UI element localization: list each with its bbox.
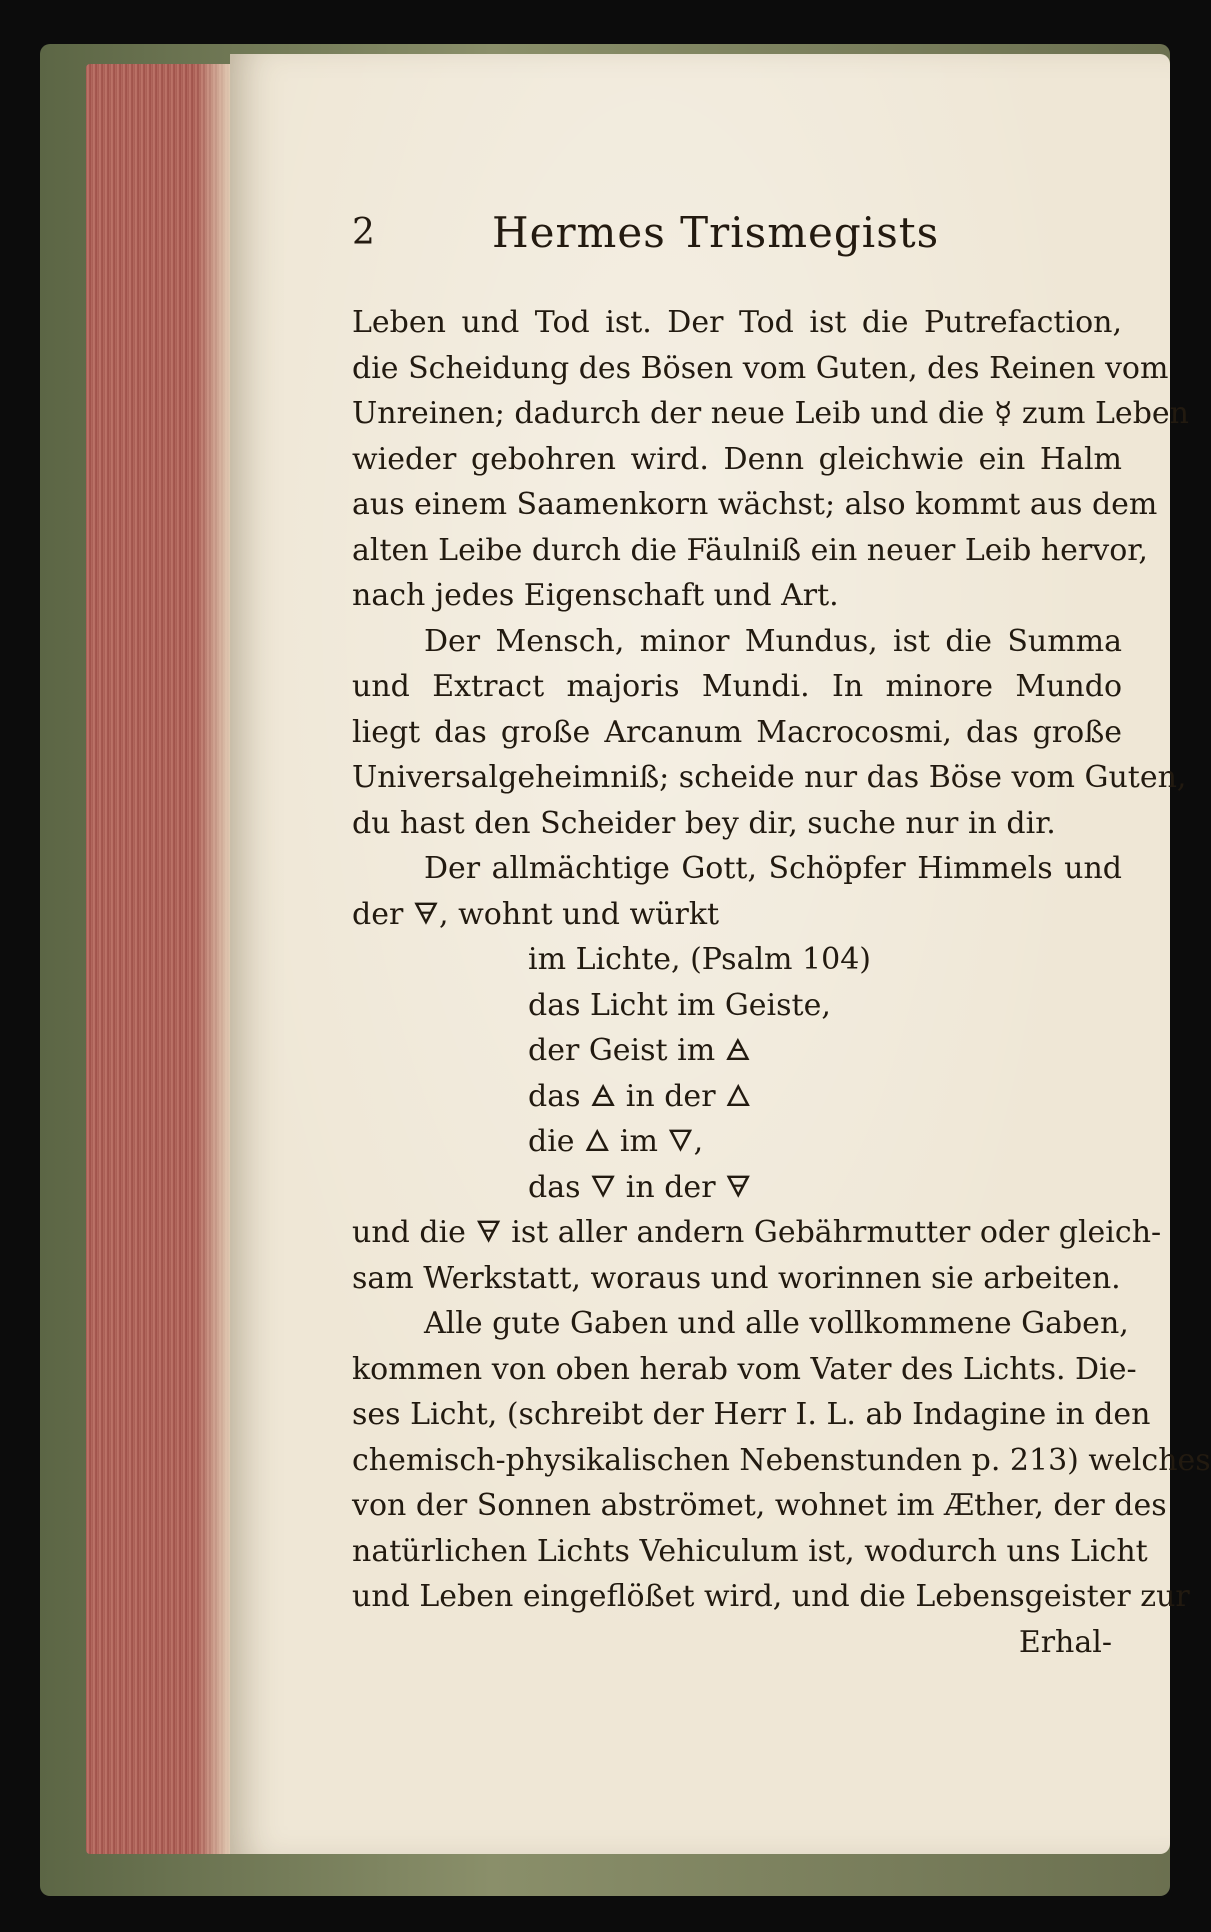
- text-line: Der allmächtige Gott, Schöpfer Himmels und: [424, 851, 1122, 886]
- running-title: Hermes Trismegists: [492, 208, 940, 257]
- page-number: 2: [352, 212, 375, 253]
- text-line: der 🜃, wohnt und würkt: [352, 896, 720, 932]
- verse-line: das 🜁 in der 🜂: [528, 1078, 752, 1114]
- text-line: von der Sonnen abströmet, wohnet im Æther, der des: [352, 1488, 1167, 1523]
- text-line: du hast den Scheider bey dir, suche nur in dir.: [352, 805, 1056, 841]
- page-edges: [86, 64, 236, 1854]
- text-line: alten Leibe durch die Fäulniß ein neuer Leib hervor,: [352, 532, 1148, 568]
- text-line: wieder gebohren wird. Denn gleichwie ein Halm: [352, 441, 1122, 477]
- text-line: und die 🜃 ist aller andern Gebährmutter oder gleich-: [352, 1215, 1162, 1250]
- text-line: Leben und Tod ist. Der Tod ist die Putrefaction,: [352, 305, 1122, 340]
- text-line: Alle gute Gaben und alle vollkommene Gaben,: [424, 1306, 1129, 1341]
- text-line: natürlichen Lichts Vehiculum ist, wodurch uns Licht: [352, 1533, 1148, 1569]
- text-line: nach jedes Eigenschaft und Art.: [352, 578, 839, 613]
- body-text: [352, 300, 1211, 1665]
- text-line: Unreinen; dadurch der neue Leib und die ☿ zum Leben: [352, 396, 1189, 431]
- text-line: chemisch-physikalischen Nebenstunden p. 213) welches: [352, 1442, 1211, 1478]
- text-line: Universalgeheimniß; scheide nur das Böse vom Guten,: [352, 760, 1187, 795]
- verse-line: das Licht im Geiste,: [528, 987, 831, 1023]
- text-line: liegt das große Arcanum Macrocosmi, das große: [352, 714, 1122, 750]
- text-line: und Extract majoris Mundi. In minore Mundo: [352, 669, 1122, 704]
- verse-line: die 🜂 im 🜄,: [528, 1124, 704, 1159]
- text-line: aus einem Saamenkorn wächst; also kommt aus dem: [352, 487, 1158, 522]
- text-line: Der Mensch, minor Mundus, ist die Summa: [424, 623, 1122, 659]
- verse-line: der Geist im 🜁: [528, 1033, 751, 1068]
- catchword: Erhal-: [1018, 1624, 1112, 1660]
- text-line: sam Werkstatt, woraus und worinnen sie arbeiten.: [352, 1260, 1121, 1296]
- verse-line: im Lichte, (Psalm 104): [528, 942, 872, 977]
- text-line: ses Licht, (schreibt der Herr I. L. ab Indagine in den: [352, 1397, 1151, 1432]
- text-line: kommen von oben herab vom Vater des Lichts. Die-: [352, 1351, 1137, 1387]
- text-line: die Scheidung des Bösen vom Guten, des Reinen vom: [352, 350, 1169, 386]
- text-line: und Leben eingeflößet wird, und die Lebensgeister zur: [352, 1579, 1190, 1614]
- verse-line: das 🜄 in der 🜃: [528, 1169, 752, 1205]
- running-head: [352, 208, 1052, 268]
